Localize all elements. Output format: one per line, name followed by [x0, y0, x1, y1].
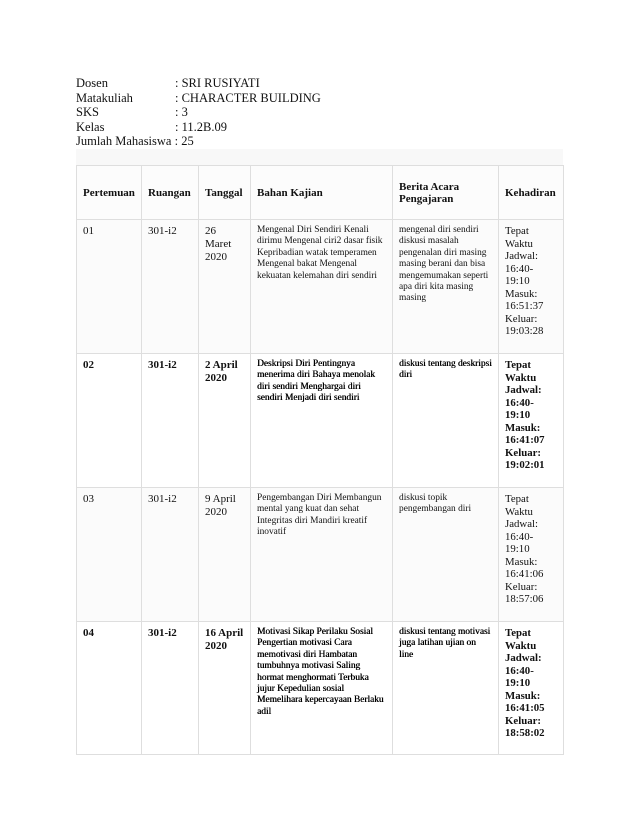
- kelas-value: : 11.2B.09: [175, 119, 227, 134]
- course-info: [76, 76, 321, 149]
- ruangan-cell: 301-i2: [142, 220, 199, 354]
- dosen-value: : SRI RUSIYATI: [175, 76, 260, 90]
- bahan-kajian-cell: Mengenal Diri Sendiri Kenali dirimu Mengenal ciri2 dasar fisik Kepribadian watak temperamen Mengenal bakat Mengenal kekuatan kelemahan diri sendiri: [251, 220, 393, 354]
- jadwal-label: Jadwal:: [505, 652, 542, 664]
- dosen-row: [76, 76, 321, 91]
- masuk-label: Masuk:: [505, 555, 538, 568]
- table-top-band: [76, 149, 563, 165]
- berita-acara-cell: diskusi tentang motivasi juga latihan ujian on line: [393, 622, 499, 755]
- jadwal-value: 16:40-19:10: [505, 396, 534, 421]
- matakuliah-value: : CHARACTER BUILDING: [175, 90, 321, 105]
- ruangan-cell: 301-i2: [142, 622, 199, 755]
- table-row: [77, 220, 564, 354]
- column-header-ruangan: Ruangan: [142, 166, 199, 220]
- table-row: [77, 488, 564, 622]
- kehadiran-status: Tepat Waktu: [505, 225, 533, 250]
- pertemuan-cell: 04: [77, 622, 142, 755]
- bahan-kajian-cell: Motivasi Sikap Perilaku Sosial Pengertian motivasi Cara memotivasi diri Hambatan tumbuhnya motivasi Saling hormat menghormati Terbuka jujur Kepedulian sosial Memelihara kepercayaan Berlaku adil: [251, 622, 393, 755]
- jadwal-label: Jadwal:: [505, 250, 538, 262]
- kehadiran-cell: [499, 354, 564, 488]
- jadwal-value: 16:40-19:10: [505, 664, 534, 689]
- jadwal-value: 16:40-19:10: [505, 530, 534, 555]
- table-row: [77, 622, 564, 755]
- berita-acara-cell: diskusi tentang deskripsi diri: [393, 354, 499, 488]
- jadwal-value: 16:40-19:10: [505, 262, 534, 287]
- sks-value: : 3: [175, 105, 188, 120]
- tanggal-cell: 26 Maret 2020: [199, 220, 251, 354]
- tanggal-cell: 2 April 2020: [199, 354, 251, 488]
- sks-row: [76, 105, 321, 120]
- jumlah-label: Jumlah Mahasiswa: [76, 134, 172, 149]
- column-header-bahan-kajian: Bahan Kajian: [251, 166, 393, 220]
- kelas-row: [76, 120, 321, 135]
- jumlah-row: [76, 134, 321, 149]
- jadwal-label: Jadwal:: [505, 384, 542, 396]
- kehadiran-status: Tepat Waktu: [505, 627, 537, 652]
- keluar-value: 18:57:06: [505, 593, 544, 605]
- kehadiran-cell: [499, 220, 564, 354]
- tanggal-cell: 16 April 2020: [199, 622, 251, 755]
- berita-acara-cell: mengenal diri sendiri diskusi masalah pengenalan diri masing masing berani dan bisa mengemumakan seperti apa diri kita masing masing: [393, 220, 499, 354]
- attendance-table: [76, 165, 564, 755]
- masuk-value: 16:41:07: [505, 434, 545, 446]
- masuk-value: 16:51:37: [505, 300, 544, 312]
- bahan-kajian-cell: Deskripsi Diri Pentingnya menerima diri Bahaya menolak diri sendiri Menghargai diri sendiri Menjadi diri sendiri: [251, 354, 393, 488]
- column-header-berita-acara: Berita Acara Pengajaran: [393, 166, 499, 220]
- tanggal-cell: 9 April 2020: [199, 488, 251, 622]
- kehadiran-status: Tepat Waktu: [505, 359, 537, 384]
- pertemuan-cell: 01: [77, 220, 142, 354]
- matakuliah-label: Matakuliah: [76, 90, 133, 105]
- kehadiran-cell: [499, 622, 564, 755]
- masuk-value: 16:41:05: [505, 702, 545, 714]
- keluar-value: 19:02:01: [505, 459, 545, 471]
- masuk-label: Masuk:: [505, 689, 541, 702]
- masuk-label: Masuk:: [505, 287, 538, 300]
- kelas-label: Kelas: [76, 119, 105, 134]
- keluar-label: Keluar:: [505, 714, 541, 727]
- table-header-row: [77, 166, 564, 220]
- keluar-label: Keluar:: [505, 446, 541, 459]
- keluar-value: 19:03:28: [505, 325, 544, 337]
- column-header-kehadiran: Kehadiran: [499, 166, 564, 220]
- keluar-label: Keluar:: [505, 580, 538, 593]
- kehadiran-cell: [499, 488, 564, 622]
- keluar-value: 18:58:02: [505, 727, 545, 739]
- column-header-tanggal: Tanggal: [199, 166, 251, 220]
- masuk-label: Masuk:: [505, 421, 541, 434]
- berita-acara-cell: diskusi topik pengembangan diri: [393, 488, 499, 622]
- sks-label: SKS: [76, 105, 99, 120]
- table-row: [77, 354, 564, 488]
- ruangan-cell: 301-i2: [142, 488, 199, 622]
- pertemuan-cell: 02: [77, 354, 142, 488]
- bahan-kajian-cell: Pengembangan Diri Membangun mental yang kuat dan sehat Integritas diri Mandiri kreatif inovatif: [251, 488, 393, 622]
- dosen-label: Dosen: [76, 76, 108, 90]
- column-header-pertemuan: Pertemuan: [77, 166, 142, 220]
- ruangan-cell: 301-i2: [142, 354, 199, 488]
- pertemuan-cell: 03: [77, 488, 142, 622]
- kehadiran-status: Tepat Waktu: [505, 493, 533, 518]
- matakuliah-row: [76, 91, 321, 106]
- masuk-value: 16:41:06: [505, 568, 544, 580]
- jumlah-value: : 25: [174, 134, 194, 149]
- jadwal-label: Jadwal:: [505, 518, 538, 530]
- keluar-label: Keluar:: [505, 312, 538, 325]
